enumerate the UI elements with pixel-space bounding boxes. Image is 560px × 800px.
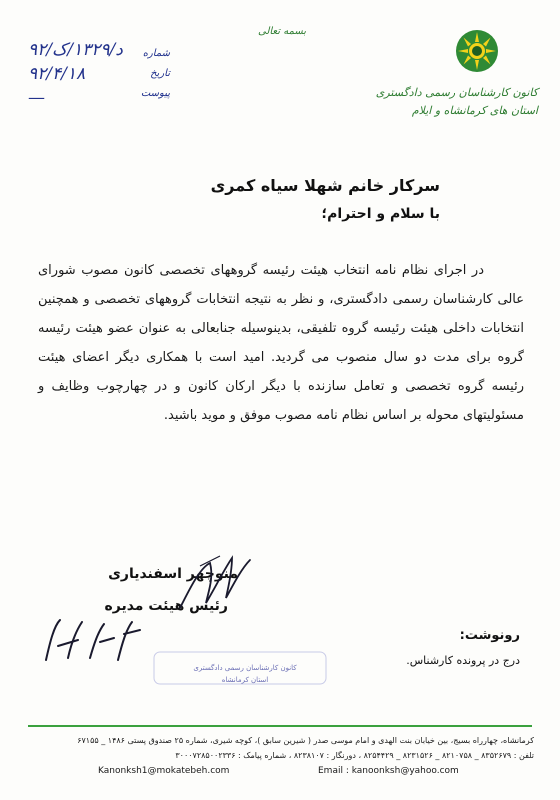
footer-contacts xyxy=(0,766,560,780)
date-value: ۹۲/۴/۱۸ xyxy=(28,64,86,84)
handwritten-date xyxy=(38,612,148,668)
signer-name: منوچهر اسفندیاری xyxy=(108,566,238,582)
basmala: بسمه تعالی xyxy=(258,26,307,37)
addressee: سرکار خانم شهلا سیاه کمری xyxy=(210,176,440,195)
number-label: شماره xyxy=(142,48,170,59)
stamp-line1: کانون کارشناسان رسمی دادگستری xyxy=(193,664,297,672)
stamp-line2: استان کرمانشاه xyxy=(221,676,269,684)
attachment-value: — xyxy=(28,88,46,108)
handwritten-signature xyxy=(170,548,260,618)
attachment-label: پیوست xyxy=(140,88,170,99)
footer-rule xyxy=(28,724,532,728)
sunburst-emblem-icon xyxy=(454,28,500,74)
organization-name-line1: کانون کارشناسان رسمی دادگستری xyxy=(375,86,538,99)
date-label: تاریخ xyxy=(150,68,170,79)
signer-title: رئیس هیئت مدیره xyxy=(104,598,228,614)
footer-phones: تلفن : ۸۳۵۲۶۷۹ _ ۸۲۱۰۷۵۸ _ ۸۲۳۱۵۲۶ _ ۸۲۵۴۴۲۹ ، دورنگار : ۸۲۳۸۱۰۷ ، شماره پیامک : ۳۰۰۰۷۲۸۵۰۰۲۳۳۶ xyxy=(175,751,534,760)
number-value: ۹۲/د/۱۳۲۹/ک xyxy=(28,40,123,60)
cc-line: درج در پرونده کارشناس. xyxy=(406,654,520,667)
footer-email-right[interactable]: Email : kanoonksh@yahoo.com xyxy=(318,766,459,776)
greeting: با سلام و احترام؛ xyxy=(321,206,440,222)
footer-address: کرمانشاه، چهارراه بسیج، بین خیابان بنت الهدی و امام موسی صدر ( شیرین سابق )، کوچه شیری، شماره ۲۵ صندوق پستی ۱۴۸۶ _ ۶۷۱۵۵ xyxy=(77,736,534,745)
letter-body: در اجرای نظام نامه انتخاب هیئت رئیسه گروههای تخصصی کانون مصوب شورای عالی کارشناسان رسمی دادگستری، و نظر به نتیجه انتخابات گروههای تخصصی و همچنین انتخابات داخلی هیئت رئیسه گروه تلفیقی، بدینوسیله جنابعالی به عنوان عضو هیئت رئیسه گروه برای مدت دو سال منصوب می گردید. امید است با همکاری دیگر اعضای هیئت رئیسه گروه تخصصی و تعامل سازنده با دیگر ارکان کانون و در چهارچوب وظایف و مسئولیتهای محوله بر اساس نظام نامه مصوب موفق و موید باشید. xyxy=(38,263,524,423)
letter-meta-values xyxy=(28,38,138,110)
organization-name xyxy=(368,84,538,120)
organization-name-line2: استان های کرمانشاه و ایلام xyxy=(411,104,538,117)
cc-title: رونوشت: xyxy=(459,628,520,643)
stamp-text xyxy=(160,662,330,686)
footer-email-left[interactable]: Kanonksh1@mokatebeh.com xyxy=(98,766,230,776)
